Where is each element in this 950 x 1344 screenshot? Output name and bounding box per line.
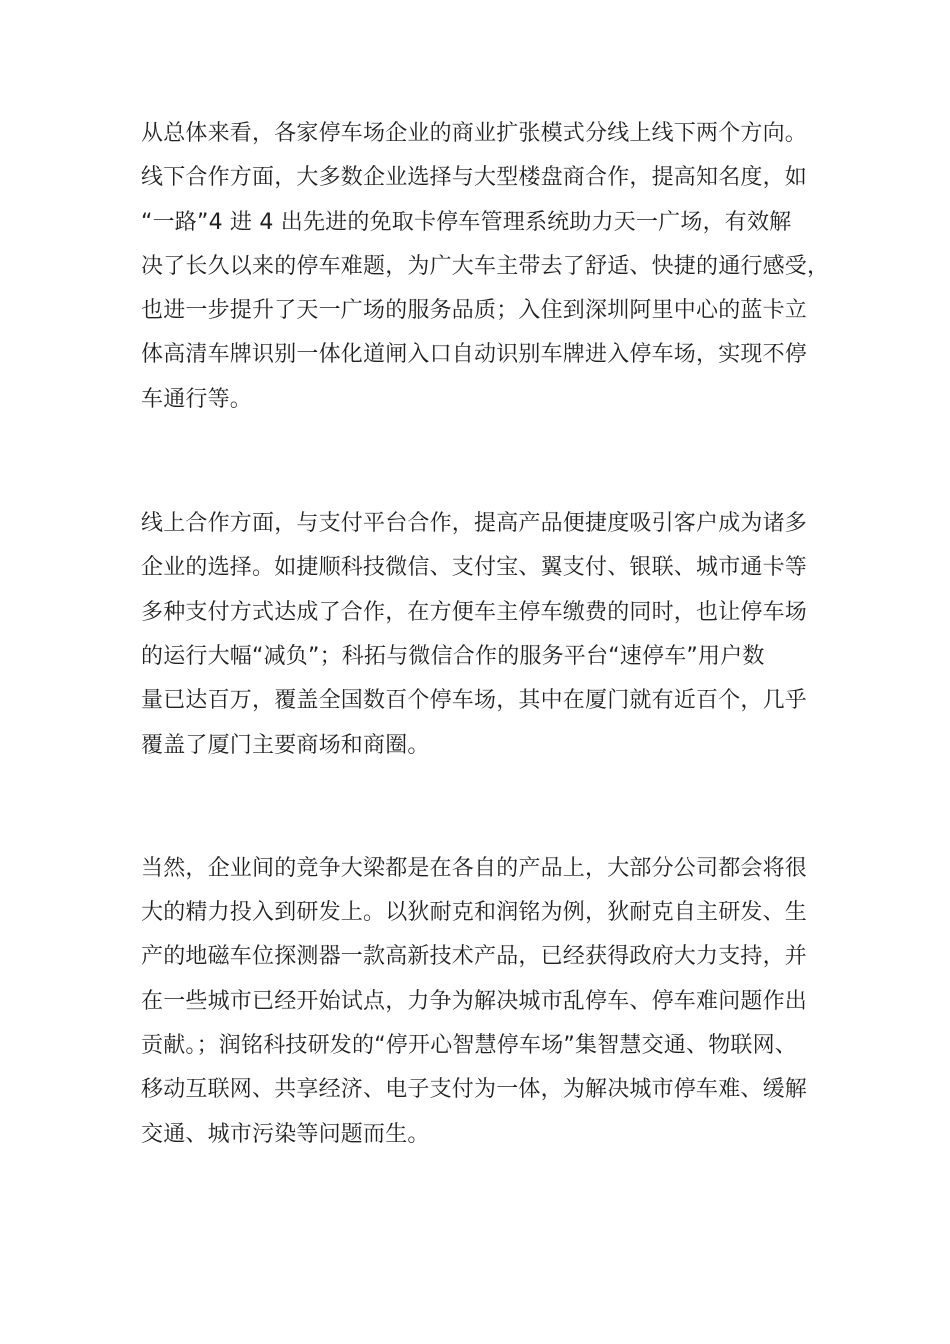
text-line: 的运行大幅“减负”；科拓与微信合作的服务平台“速停车”用户数 (141, 643, 765, 669)
text-line: 当然，企业间的竞争大梁都是在各自的产品上，大部分公司都会将很 (141, 855, 808, 881)
text-line: 也进一步提升了天一广场的服务品质；入住到深圳阿里中心的蓝卡立 (141, 298, 808, 324)
paragraph-spacer (141, 422, 841, 502)
text-line: 在一些城市已经开始试点，力争为解决城市乱停车、停车难问题作出 (141, 988, 808, 1014)
article-body (141, 112, 841, 1157)
paragraph-online-cooperation (141, 502, 841, 768)
paragraph-offline-cooperation (141, 112, 841, 422)
text-line: 企业的选择。如捷顺科技微信、支付宝、翼支付、银联、城市通卡等 (141, 555, 808, 581)
text-line: 移动互联网、共享经济、电子支付为一体，为解决城市停车难、缓解 (141, 1077, 808, 1103)
text-line: 产的地磁车位探测器一款高新技术产品，已经获得政府大力支持，并 (141, 944, 808, 970)
text-line: 覆盖了厦门主要商场和商圈。 (141, 732, 430, 758)
text-line: 线上合作方面，与支付平台合作，提高产品便捷度吸引客户成为诸多 (141, 511, 808, 537)
paragraph-product-competition (141, 847, 841, 1157)
text-line: 体高清车牌识别一体化道闸入口自动识别车牌进入停车场，实现不停 (141, 342, 808, 368)
text-line: 从总体来看，各家停车场企业的商业扩张模式分线上线下两个方向。 (141, 121, 808, 146)
text-line: 车通行等。 (141, 386, 253, 412)
text-line: 线下合作方面，大多数企业选择与大型楼盘商合作，提高知名度，如 (141, 165, 808, 191)
text-line: “一路”4 进 4 出先进的免取卡停车管理系统助力天一广场，有效解 (141, 209, 792, 235)
text-line: 大的精力投入到研发上。以狄耐克和润铭为例，狄耐克自主研发、生 (141, 900, 808, 926)
paragraph-spacer (141, 768, 841, 847)
text-line: 贡献。；润铭科技研发的“停开心智慧停车场”集智慧交通、物联网、 (141, 1033, 797, 1059)
text-line: 决了长久以来的停车难题，为广大车主带去了舒适、快捷的通行感受， (141, 253, 830, 279)
text-line: 量已达百万，覆盖全国数百个停车场，其中在厦门就有近百个，几乎 (141, 688, 808, 714)
text-line: 多种支付方式达成了合作，在方便车主停车缴费的同时，也让停车场 (141, 599, 808, 625)
text-line: 交通、城市污染等问题而生。 (141, 1121, 430, 1147)
